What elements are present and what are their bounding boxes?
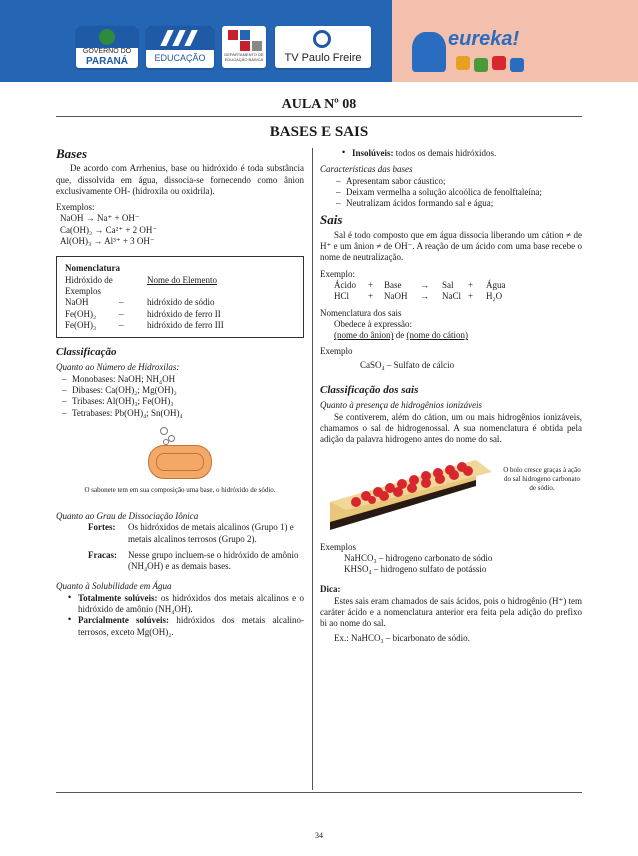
cake-illustration (320, 452, 582, 536)
salt-nomenclature-rule: (nome do ânion) de (nome do cátion) (334, 330, 468, 341)
cake-caption: O bolo cresce graças à ação do sal hidrogeno carbonato de sódio. (503, 465, 581, 492)
bases-heading: Bases (56, 146, 88, 161)
tv-logo-text: TV Paulo Freire (284, 52, 362, 64)
page-title: BASES E SAIS (269, 124, 369, 140)
solubility-title: Quanto à Solubilidade em Água (56, 581, 172, 592)
sais-intro: Sal é todo composto que em água dissocia liberando um cátion ≠ de H⁺ e um ânion ≠ de OH⁻. A reação de um ácido com uma base recebe o nome de neutralização. (320, 229, 582, 263)
insoluble-item: • Insolúveis: todos os demais hidróxidos. (340, 148, 582, 159)
solubility-item: • Totalmente solúveis: os hidróxidos dos metais alcalinos e o hidróxido de amônio (NH₄OH). (66, 593, 304, 616)
hydroxyl-item: – Dibases: Ca(OH)₂; Mg(OH)₂ (62, 385, 304, 396)
solubility-item: • Parcialmente solúveis: hidróxidos dos metais alcalino-terrosos, exceto Mg(OH)₂. (66, 615, 304, 638)
page-number: 34 (315, 831, 323, 840)
examples-label: Exemplos (320, 541, 356, 552)
nomenclature-rule-left: Hidróxido de (65, 274, 113, 285)
dica-example: Ex.: NaHCO₃ – bicarbonato de sódio. (334, 632, 470, 643)
fortes-item: Fortes: Os hidróxidos de metais alcalinos (Grupo 1) e metais alcalinos terrosos (Grupo 2). (88, 522, 294, 544)
hydrogen-title: Quanto à presença de hidrogênios ionizáveis (320, 400, 483, 411)
salt-nomenclature-expression: Obedece à expressão: (334, 318, 412, 329)
salt-classification-heading: Classificação dos sais (320, 384, 419, 397)
eureka-figure-icon (412, 32, 446, 72)
dica-text: Estes sais eram chamados de sais ácidos, pois o hidrogênio (H⁺) tem caráter ácido e a nomenclatura anterior era feita pela adição do prefixo bi ao nome do sal. (320, 595, 582, 629)
nomenclature-row: NaOH – hidróxido de sódio (65, 297, 215, 308)
footer-rule (56, 792, 582, 793)
ionic-title: Quanto ao Grau de Dissociação Iônica (56, 510, 199, 521)
characteristic-item: – Neutralizam ácidos formando sal e água; (336, 198, 582, 209)
educacao-logo-text: EDUCAÇÃO (154, 53, 206, 63)
nomenclature-row: Fe(OH)₃ – hidróxido de ferro III (65, 319, 224, 330)
equation-aloh3: Al(OH)₃ → Al³⁺ + 3 OH⁻ (60, 236, 155, 247)
salt-nomenclature-title: Nomenclatura dos sais (320, 307, 402, 318)
left-column (56, 148, 304, 638)
educacao-stripes-icon (146, 26, 214, 50)
deb-squares-icon (222, 26, 266, 52)
nomenclature-row: Fe(OH)₂ – hidróxido de ferro II (65, 308, 221, 319)
soap-illustration (56, 427, 304, 479)
hydroxyl-item: – Tetrabases: Pb(OH)₄; Sn(OH)₄ (62, 408, 304, 419)
deb-logo-text: DEPARTAMENTO DE EDUCAÇÃO BÁSICA (224, 52, 264, 62)
nomenclature-heading: Nomenclatura (65, 263, 120, 274)
tv-paulo-freire-logo (275, 26, 371, 68)
deb-logo (222, 26, 266, 68)
sais-heading: Sais (320, 212, 343, 228)
hydroxyl-item: – Tribases: Al(OH)₃; Fe(OH)₃ (62, 396, 304, 407)
parana-emblem-icon (99, 29, 115, 45)
nomenclature-examples: Exemplos (65, 285, 101, 296)
right-column (320, 148, 582, 644)
characteristic-item: – Apresentam sabor cáustico; (336, 176, 582, 187)
column-divider (312, 148, 313, 790)
hydrogen-example: NaHCO₃ – hidrogeno carbonato de sódio (344, 552, 493, 563)
characteristic-item: – Deixam vermelha a solução alcoólica de fenolftaleína; (336, 187, 582, 198)
governo-logo-text: GOVERNO DO (82, 48, 132, 55)
nomenclature-rule-right: Nome do Elemento (147, 274, 217, 285)
dica-label: Dica: (320, 584, 341, 595)
equation-caoh2: Ca(OH)₂ → Ca²⁺ + 2 OH⁻ (60, 224, 158, 235)
hydrogen-text: Se contiverem, além do cátion, um ou mais hidrogênios ionizáveis, chamamos o sal de hidrogenossal. A sua nomenclatura é obtida pela adição da palavra hidrogeno antes do nome do sal. (320, 411, 582, 445)
bases-intro: De acordo com Arrhenius, base ou hidróxido é toda substância que, dissolvida em água, dissocia-se fornecendo como ânion exclusivamente OH- (hidroxila ou oxidrila). (56, 163, 304, 196)
hydroxyl-item: – Monobases: NaOH; NH₄OH (62, 374, 304, 385)
hydrogen-example: KHSO₄ – hidrogeno sulfato de potássio (344, 564, 487, 575)
exemplo2-label: Exemplo (320, 346, 353, 357)
nomenclature-box (56, 256, 304, 338)
eureka-logo (408, 20, 528, 78)
caso4-example: CaSO₄ – Sulfato de cálcio (360, 359, 455, 370)
parana-logo-text: PARANÁ (85, 56, 129, 67)
educacao-logo (146, 26, 214, 68)
lesson-number: AULA Nº 08 (281, 97, 357, 112)
hydroxyl-title: Quanto ao Número de Hidroxilas: (56, 362, 180, 373)
title-rule (56, 116, 582, 117)
characteristics-title: Características das bases (320, 164, 413, 175)
equation-naoh: NaOH → Na⁺ + OH⁻ (60, 213, 140, 224)
tv-ring-icon (313, 30, 331, 48)
soap-caption: O sabonete tem em sua composição uma base, o hidróxido de sódio. (84, 485, 276, 494)
examples-label: Exemplos: (56, 202, 95, 213)
reaction-formula: HCl + NaOH → NaCl + H₂O (334, 291, 503, 302)
cake-slice-icon (326, 452, 496, 536)
eureka-logo-text: eureka! (448, 28, 520, 50)
exemplo-label: Exemplo: (320, 268, 355, 279)
reaction-words: Ácido + Base → Sal + Água (334, 279, 506, 290)
classification-heading: Classificação (56, 346, 117, 359)
governo-parana-logo (76, 26, 138, 68)
fracas-item: Fracas: Nesse grupo incluem-se o hidróxido de amônio (NH₄OH) e as demais bases. (88, 549, 299, 572)
